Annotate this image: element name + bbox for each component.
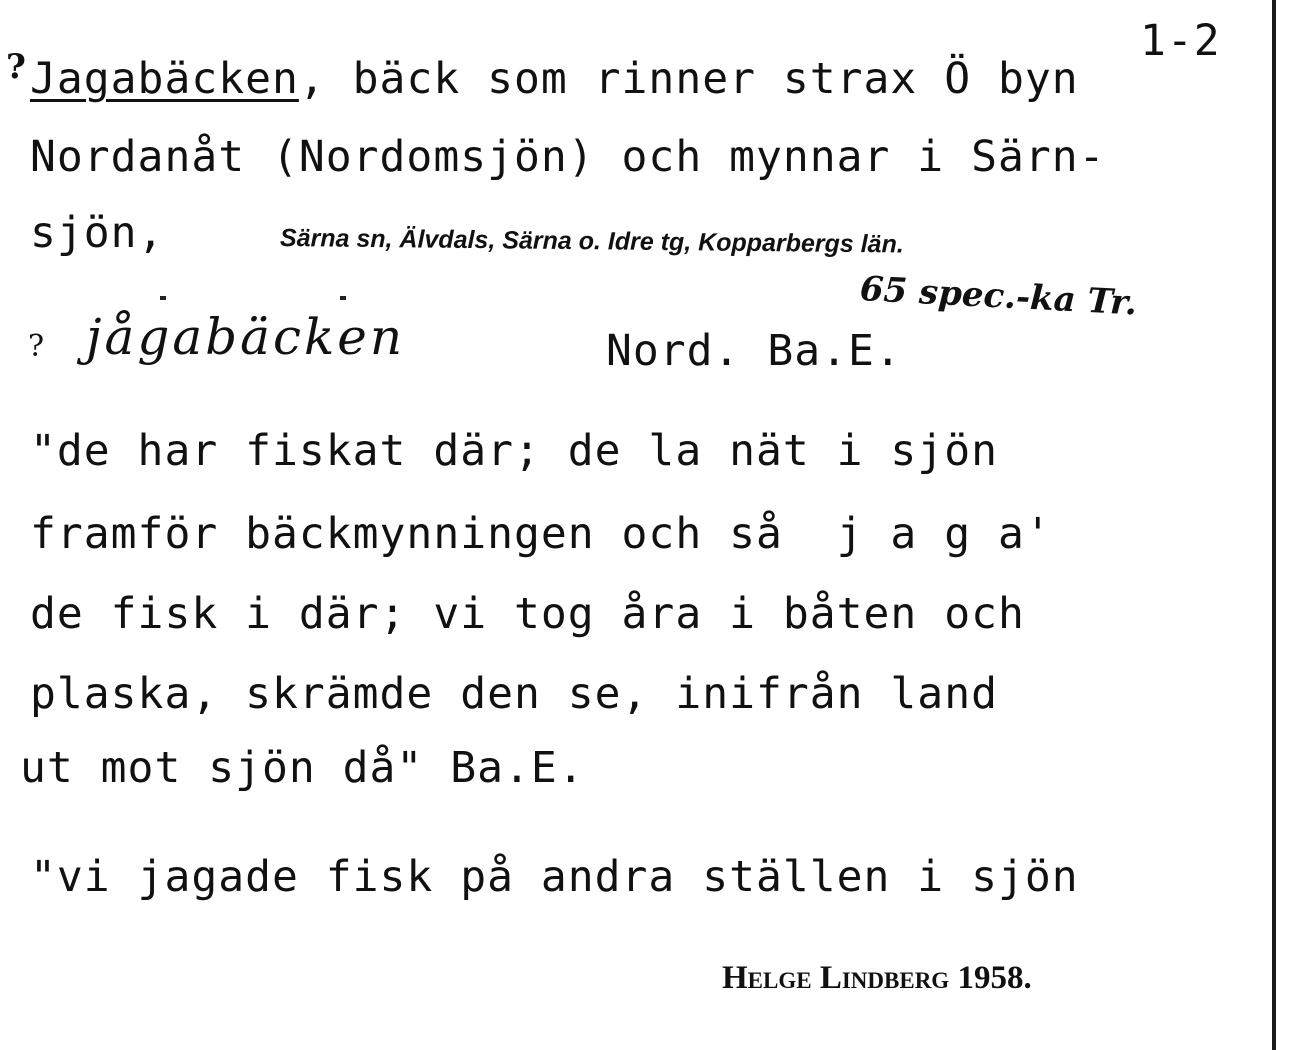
diacritic-mark (340, 296, 346, 300)
entry-line-1 (30, 54, 1079, 104)
entry-line-1-rest: , bäck som rinner strax Ö byn (298, 54, 1079, 104)
handwritten-note: 65 spec.-ka Tr. (858, 269, 1138, 324)
entry-line-3: sjön, (30, 208, 165, 258)
quote-2-line: "vi jagade fisk på andra ställen i sjön (30, 852, 1079, 902)
quote-line: de fisk i där; vi tog åra i båten och (30, 589, 1025, 639)
entry-line-2: Nordanåt (Nordomsjön) och mynnar i Särn- (30, 132, 1106, 182)
phonetic-query-mark: ? (28, 329, 45, 364)
phonetic-source: Nord. Ba.E. (606, 326, 902, 376)
quote-line: ut mot sjön då" Ba.E. (20, 743, 585, 793)
signature: Helge Lindberg 1958. (722, 960, 1032, 996)
card-right-edge-rule (1272, 0, 1276, 1050)
diacritic-mark (160, 296, 166, 300)
quote-line: plaska, skrämde den se, inifrån land (30, 669, 998, 719)
phonetic-transcription: jågabäcken (86, 308, 406, 366)
quote-line: "de har fiskat där; de la nät i sjön (30, 426, 998, 476)
card-number: 1-2 (1140, 16, 1221, 66)
query-mark: ? (6, 47, 26, 87)
quote-line: framför bäckmynningen och så j a g a' (30, 509, 1052, 559)
headword: Jagabäcken (30, 54, 299, 104)
parish-stamp: Särna sn, Älvdals, Särna o. Idre tg, Kopparbergs län. (279, 224, 904, 259)
